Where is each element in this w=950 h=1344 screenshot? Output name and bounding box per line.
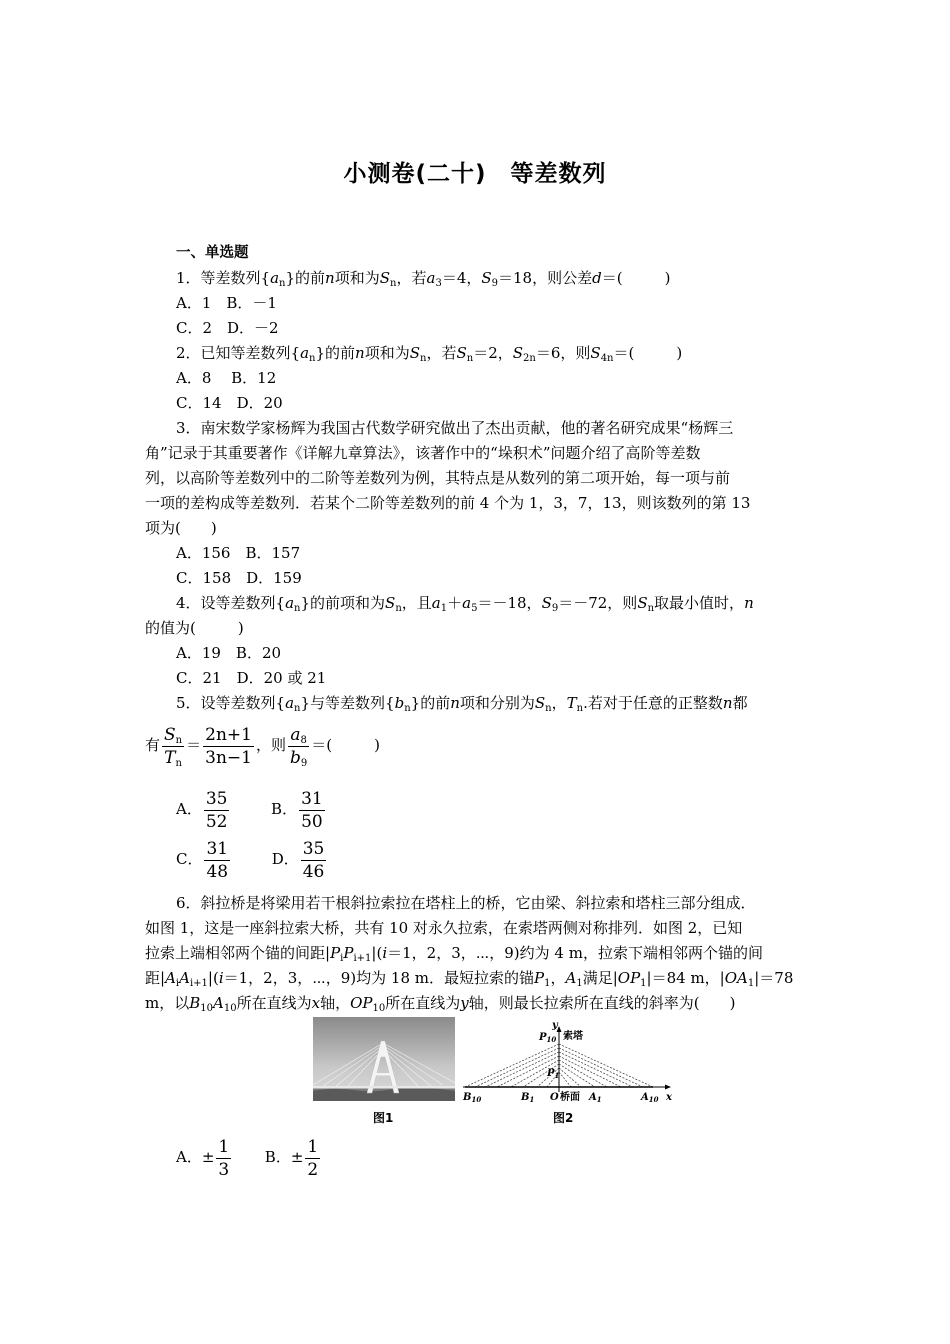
label-x: x [666, 1092, 672, 1103]
question-3-line-1: 3．南宋数学家杨辉为我国古代数学研究做出了杰出贡献，他的著名研究成果“杨辉三 [176, 419, 734, 437]
q5-options-ab: A． $\frac{35}{52}$ B． $\frac{31}{50}$ [176, 788, 323, 832]
figure-1-caption: 图1 [373, 1111, 394, 1125]
cable-diagram [461, 1020, 673, 1106]
q1-options-cd: C．2 D．－2 [176, 319, 279, 337]
label-p10: $P_{10}$ [539, 1032, 557, 1044]
label-a10: $A_{10}$ [641, 1092, 659, 1104]
q4-options-cd: C．21 D．20 或 21 [176, 669, 327, 687]
question-6-line-2: 如图 1，这是一座斜拉索大桥，共有 10 对永久拉索，在索塔两侧对称排列．如图 2，已知 [145, 919, 743, 937]
label-bridge-deck: 桥面 [560, 1092, 580, 1103]
q1-options-ab: A．1 B．－1 [176, 294, 277, 312]
question-3-line-3: 列，以高阶等差数列中的二阶等差数列为例，其特点是从数列的第二项开始，每一项与前 [145, 469, 731, 487]
question-3-line-5: 项为( ) [145, 519, 217, 537]
q3-options-cd: C．158 D．159 [176, 569, 302, 587]
question-4-line-1: 4．设等差数列$\{a_n\}$的前项和为$S_n$，且$a_1+a_5=-18$，$S_9=-72$，则$S_n$取最小值时，n [176, 594, 754, 614]
question-6-line-5: m，以$B_{10}A_{10}$所在直线为x轴，$OP_{10}$所在直线为y轴，则最长拉索所在直线的斜率为( ) [145, 994, 736, 1014]
label-b10: $B_{10}$ [463, 1092, 482, 1104]
question-3-line-2: 角”记录于其重要著作《详解九章算法》，该著作中的“垛积术”问题介绍了高阶等差数 [145, 444, 701, 462]
question-6-line-3: 拉索上端相邻两个锚的间距$|P_iP_{i+1}|(i=1$，2，3，⋯，9)约为 4 m，拉索下端相邻两个锚的间 [145, 944, 763, 964]
question-6-line-1: 6．斜拉桥是将梁用若干根斜拉索拉在塔柱上的桥，它由梁、斜拉索和塔柱三部分组成． [176, 894, 756, 912]
question-2: 2．已知等差数列$\{a_n\}$的前n项和为$S_n$，若$S_n=2$，$S_{2n}=6$，则$S_{4n}=$( ) [176, 344, 683, 364]
q6-options-ab: A．± $\frac{1}{3}$ B．± $\frac{1}{2}$ [176, 1136, 319, 1180]
label-b1: $B_1$ [521, 1092, 535, 1104]
label-o: O [550, 1092, 559, 1103]
fraction-sn-tn: $\frac{S_n}{T_n}$ [164, 724, 183, 769]
q5-options-cd: C． $\frac{31}{48}$ D． $\frac{35}{46}$ [176, 838, 325, 882]
bridge-photo [313, 1017, 455, 1101]
question-5-formula: 有 $\frac{S_n}{T_n}$ ＝ $\frac{2n+1}{3n-1}$ ，则 $\frac{a_8}{b_9}$ ＝( ) [145, 724, 380, 769]
page-title: 小测卷(二十) 等差数列 [343, 161, 607, 187]
question-5-line-1: 5．设等差数列$\{a_n\}$与等差数列$\{b_n\}$的前n项和分别为$S_n$，$T_n$.若对于任意的正整数n都 [176, 694, 748, 714]
fraction-a8-b9: $\frac{a_8}{b_9}$ [289, 724, 308, 769]
question-3-line-4: 一项的差构成等差数列．若某个二阶等差数列的前 4 个为 1，3，7，13，则该数列的第 13 [145, 494, 751, 512]
section-heading: 一、单选题 [176, 245, 249, 261]
x-axis-arrow-icon [665, 1085, 671, 1090]
label-a1: $A_1$ [589, 1092, 602, 1104]
fraction-2n-3n: $\frac{2n+1}{3n-1}$ [205, 724, 252, 768]
label-p1: $P_1$ [547, 1068, 560, 1080]
q2-options-cd: C．14 D．20 [176, 394, 283, 412]
q3-options-ab: A．156 B．157 [176, 544, 301, 562]
question-4-line-2: 的值为( ) [145, 619, 244, 637]
question-1: 1．等差数列$\{a_n\}$的前n项和为$S_n$，若$a_3=4$，$S_9=18$，则公差d＝( ) [176, 269, 671, 289]
question-6-line-4: 距$|A_iA_{i+1}|(i=1$，2，3，⋯，9)均为 18 m．最短拉索的锚$P_1$，$A_1$满足$|OP_1|=84$ m，$|OA_1|=78$ [145, 969, 794, 989]
label-y: y [552, 1020, 558, 1031]
figure-2-caption: 图2 [553, 1111, 574, 1125]
q2-options-ab: A．8 B．12 [176, 369, 277, 387]
q4-options-ab: A．19 B．20 [176, 644, 282, 662]
label-tower: 索塔 [563, 1031, 583, 1042]
